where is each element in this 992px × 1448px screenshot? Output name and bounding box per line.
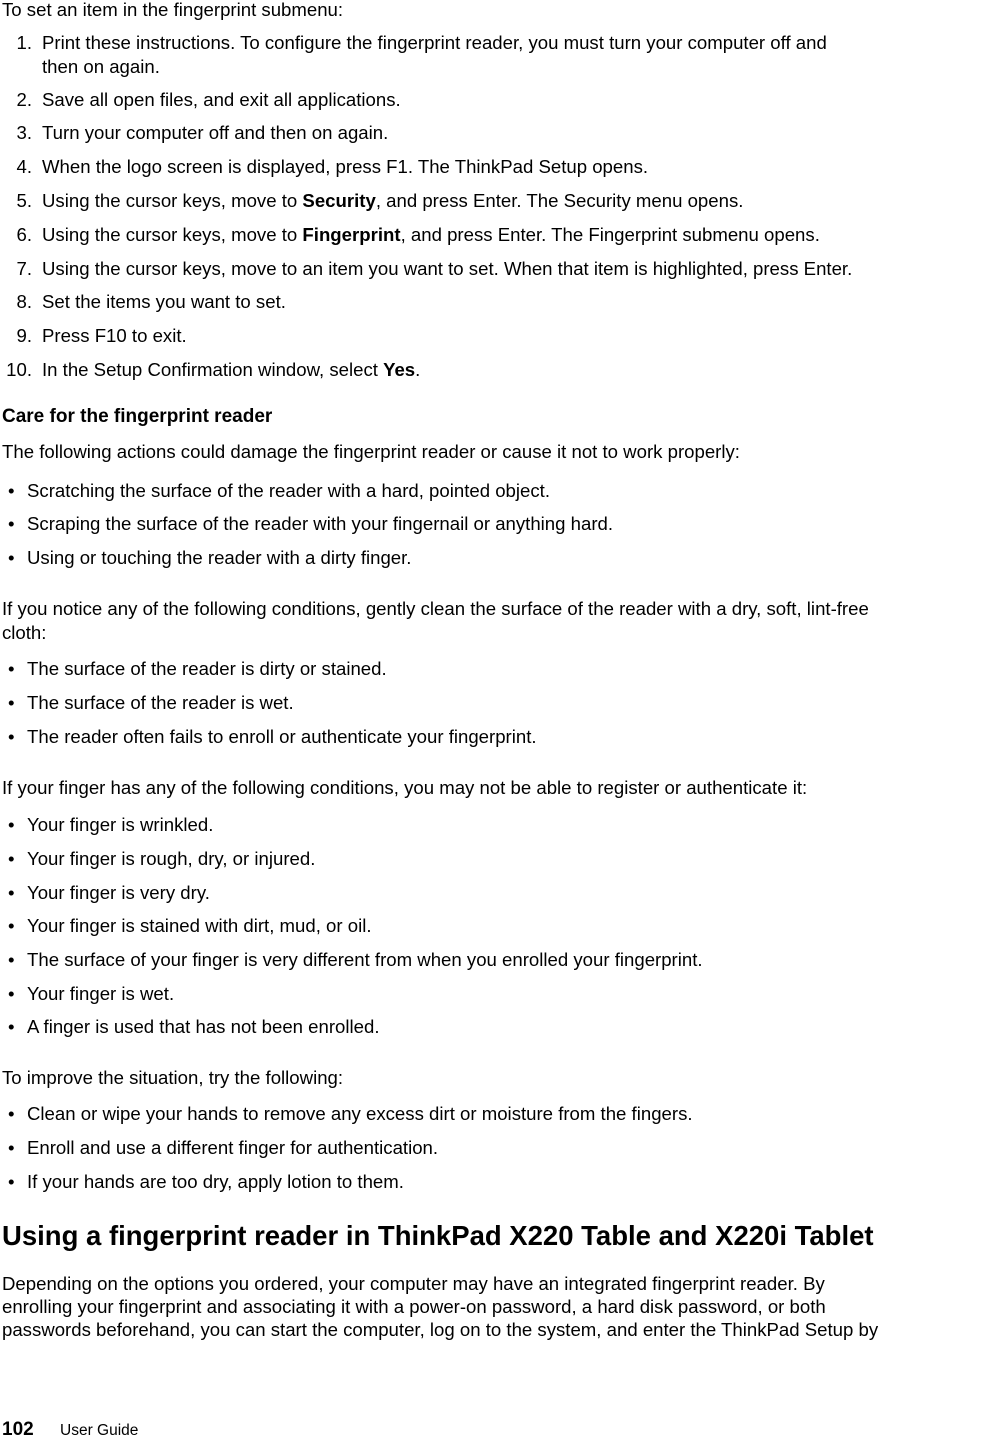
intro-text: To set an item in the fingerprint submenu: <box>2 0 344 20</box>
finger-intro: If your finger has any of the following conditions, you may not be able to register or authenticate it: <box>2 777 808 798</box>
page-number: 102 <box>2 1419 34 1440</box>
footer-title: User Guide <box>60 1422 139 1439</box>
section-para-line3: passwords beforehand, you can start the computer, log on to the system, and enter the ThinkPad Setup by <box>2 1319 879 1340</box>
security-term: Security <box>302 190 376 211</box>
care-heading: Care for the fingerprint reader <box>2 406 273 427</box>
section-para-line1: Depending on the options you ordered, your computer may have an integrated fingerprint reader. By <box>2 1273 825 1294</box>
section-para-line2: enrolling your fingerprint and associating it with a power-on password, a hard disk password, or both <box>2 1296 826 1317</box>
improve-intro: To improve the situation, try the following: <box>2 1067 344 1088</box>
yes-term: Yes <box>383 359 416 380</box>
care-intro: The following actions could damage the fingerprint reader or cause it not to work properly: <box>2 441 740 462</box>
section-heading: Using a fingerprint reader in ThinkPad X220 Table and X220i Tablet <box>2 1220 874 1251</box>
document-page: To set an item in the fingerprint submenu: 1. Print these instructions. To configure the fingerprint reader, you must turn your computer off and then on again. 2. Save all open files, and exit all applications. 3. Turn your computer off and then on again. 4. When the logo screen is displayed, press F1. The ThinkPad Setup opens. 5. Using the cursor keys, move to Security, and press Enter. The Security menu opens. 6. Using the cursor keys, move to Fingerprint, and press Enter. The Fingerprint submenu opens. 7. Using the cursor keys, move to an item you want to set. When that item is highlighted, press Enter. 8. Set the items you want to set. 9. Press F10 to exit. 10. In the Setup Confirmation window, select Yes. Care for the fingerprint reader The following actions could damage the fingerprint reader or cause it not to work properly: • Scratching the surface of the reader with a hard, pointed object. • Scraping the surface of the reader with your fingernail or anything hard. • Using or touching the reader with a dirty finger. If you notice any of the following conditions, gently clean the surface of the reader with a dry, soft, lint-free cloth: • The surface of the reader is dirty or stained. • The surface of the reader is wet. • The reader often fails to enroll or authenticate your fingerprint. If your finger has any of the following conditions, you may not be able to register or authenticate it: • Your finger is wrinkled. • Your finger is rough, dry, or injured. • Your finger is very dry. • Your finger is stained with dirt, mud, or oil. • The surface of your finger is very different from when you enrolled your fingerprint. • Your finger is wet. • A finger is used that has not been enrolled. To improve the situation, try the following: • Clean or wipe your hands to remove any excess dirt or moisture from the fingers. • Enroll and use a different finger for authentication. • If your hands are too dry, apply lotion to them. Using a fingerprint reader in ThinkPad X220 Table and X220i Tablet Depending on the options you ordered, your computer may have an integrated fingerprint reader. By enrolling your fingerprint and associating it with a power-on password, a hard disk password, or both passwords beforehand, you can start the computer, log on to the system, and enter the ThinkPad Setup by 102 User Guide <box>0 0 992 1436</box>
clean-intro-line2: cloth: <box>2 622 47 643</box>
fingerprint-term: Fingerprint <box>302 224 401 245</box>
clean-intro-line1: If you notice any of the following conditions, gently clean the surface of the reader with a dry, soft, lint-free <box>2 598 869 619</box>
